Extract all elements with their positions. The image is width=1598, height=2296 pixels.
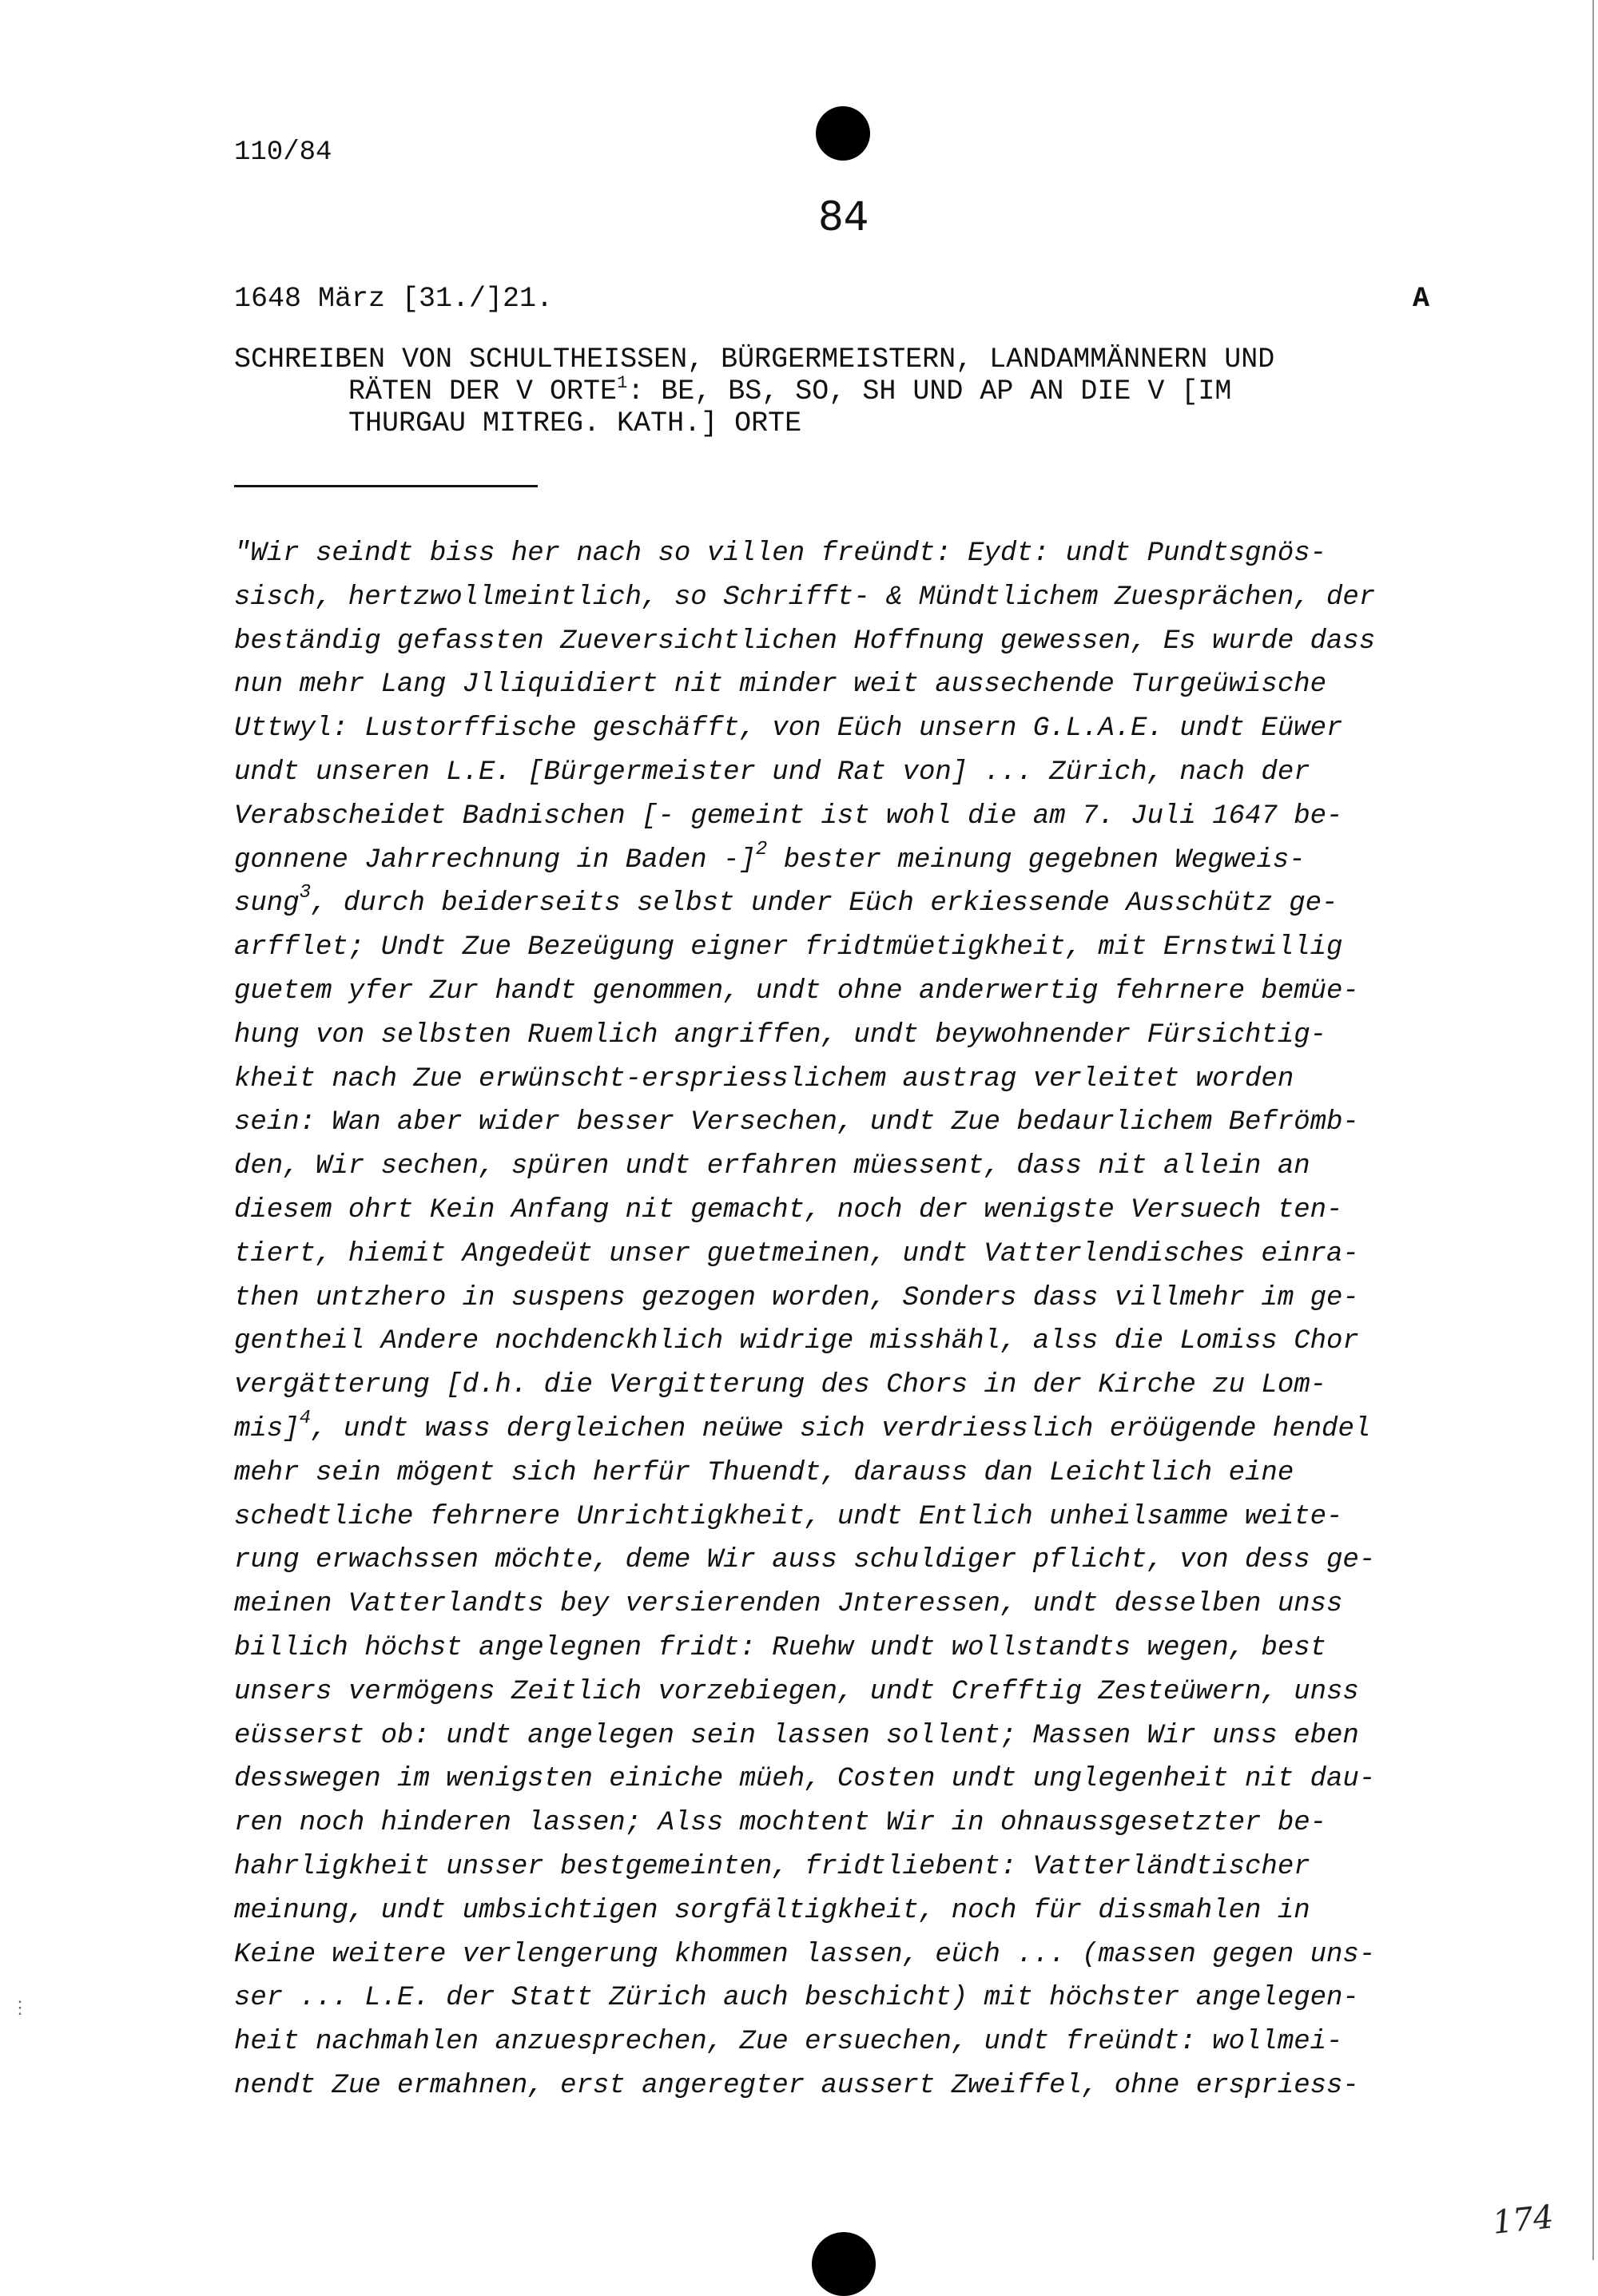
text-segment: mis]: [234, 1413, 300, 1444]
text-line: eüsserst ob: undt angelegen sein lassen sollent; Massen Wir unss eben: [234, 1720, 1359, 1751]
text-line: meinung, undt umbsichtigen sorgfältigkheit, noch für dissmahlen in: [234, 1895, 1310, 1926]
margin-dots: ⋮: [11, 1998, 29, 2018]
text-line: beständig gefassten Zueversichtlichen Hoffnung gewessen, Es wurde dass: [234, 626, 1376, 657]
punch-hole-bottom: [812, 2232, 876, 2296]
footnote-ref: 3: [299, 882, 312, 904]
text-line: Uttwyl: Lustorffische geschäfft, von Eüch unsern G.L.A.E. undt Eüwer: [234, 713, 1343, 745]
heading-line: [234, 375, 1473, 407]
text-line: gentheil Andere nochdenckhlich widrige misshähl, alss die Lomiss Chor: [234, 1326, 1359, 1357]
text-line: ser ... L.E. der Statt Zürich auch beschicht) mit höchster angelegen-: [234, 1983, 1359, 2014]
text-line: heit nachmahlen anzuesprechen, Zue ersuechen, undt freündt: wollmei-: [234, 2027, 1343, 2058]
document-heading: [234, 344, 1473, 439]
page-number: 84: [818, 193, 869, 240]
text-line: guetem yfer Zur handt genommen, undt ohne anderwertig fehrnere bemüe-: [234, 975, 1359, 1007]
document-date: 1648 März [31./]21.: [234, 283, 554, 315]
heading-text: RÄTEN DER V ORTE: [348, 375, 618, 407]
text-line: billich höchst angelegnen fridt: Ruehw undt wollstandts wegen, best: [234, 1632, 1327, 1663]
text-segment: bester meinung gegebnen Wegweis-: [767, 844, 1306, 876]
text-line: [234, 1408, 1481, 1452]
text-line: rung erwachssen möchte, deme Wir auss schuldiger pflicht, von dess ge-: [234, 1545, 1376, 1576]
punch-hole-top: [816, 106, 870, 161]
text-line: "Wir seindt biss her nach so villen freündt: Eydt: undt Pundtsgnös-: [234, 538, 1327, 569]
letter-body: [234, 532, 1481, 2108]
heading-line: SCHREIBEN VON SCHULTHEISSEN, BÜRGERMEISTERN, LANDAMMÄNNERN UND: [234, 344, 1275, 375]
text-line: sein: Wan aber wider besser Versechen, undt Zue bedaurlichem Befrömb-: [234, 1107, 1359, 1138]
text-line: diesem ohrt Kein Anfang nit gemacht, noch der wenigste Versuech ten-: [234, 1194, 1343, 1225]
text-line: hahrligkheit unsser bestgemeinten, fridtliebent: Vatterländtischer: [234, 1851, 1310, 1882]
text-line: arfflet; Undt Zue Bezeügung eigner fridtmüetigkheit, mit Ernstwillig: [234, 932, 1343, 963]
text-line: undt unseren L.E. [Bürgermeister und Rat von] ... Zürich, nach der: [234, 757, 1310, 788]
text-line: ren noch hinderen lassen; Alss mochtent Wir in ohnaussgesetzter be-: [234, 1808, 1327, 1839]
document-class-letter: A: [1413, 283, 1430, 315]
heading-line: THURGAU MITREG. KATH.] ORTE: [348, 407, 802, 439]
page-edge: [1592, 0, 1594, 2260]
heading-text: : BE, BS, SO, SH UND AP AN DIE V [IM: [627, 375, 1232, 407]
footnote-ref: 4: [299, 1407, 312, 1429]
text-line: [234, 839, 1481, 883]
text-line: meinen Vatterlandts bey versierenden Jnteressen, undt desselben unss: [234, 1589, 1343, 1620]
text-segment: , durch beiderseits selbst under Eüch erkiessende Ausschütz ge-: [311, 888, 1338, 920]
text-line: nendt Zue ermahnen, erst angeregter aussert Zweiffel, ohne erspriess-: [234, 2070, 1359, 2101]
file-reference: 110/84: [234, 137, 332, 168]
text-line: then untzhero in suspens gezogen worden, Sonders dass villmehr im ge-: [234, 1282, 1359, 1313]
text-line: den, Wir sechen, spüren undt erfahren müessent, dass nit allein an: [234, 1151, 1310, 1182]
footnote-ref: 2: [755, 838, 768, 860]
text-line: desswegen im wenigsten einiche müeh, Costen undt unglegenheit nit dau-: [234, 1764, 1376, 1795]
text-line: sisch, hertzwollmeintlich, so Schrifft- & Mündtlichem Zuesprächen, der: [234, 582, 1376, 613]
text-line: [234, 882, 1481, 926]
text-line: hung von selbsten Ruemlich angriffen, undt beywohnender Fürsichtig-: [234, 1019, 1327, 1051]
text-line: nun mehr Lang Jlliquidiert nit minder weit aussechende Turgeüwische: [234, 669, 1327, 701]
text-line: kheit nach Zue erwünscht-erspriesslichem austrag verleitet worden: [234, 1063, 1294, 1094]
text-line: Keine weitere verlengerung khommen lassen, eüch ... (massen gegen uns-: [234, 1939, 1376, 1970]
text-line: tiert, hiemit Angedeüt unser guetmeinen, undt Vatterlendisches einra-: [234, 1238, 1359, 1269]
text-line: Verabscheidet Badnischen [- gemeint ist wohl die am 7. Juli 1647 be-: [234, 800, 1343, 832]
text-segment: sung: [234, 888, 300, 920]
text-segment: , undt wass dergleichen neüwe sich verdriesslich eröügende hendel: [311, 1413, 1371, 1444]
text-segment: gonnene Jahrrechnung in Baden -]: [234, 844, 756, 876]
text-line: unsers vermögens Zeitlich vorzebiegen, undt Crefftig Zesteüwern, unss: [234, 1676, 1359, 1707]
archive-number: 174: [1490, 2199, 1556, 2242]
text-line: vergätterung [d.h. die Vergitterung des Chors in der Kirche zu Lom-: [234, 1370, 1327, 1401]
text-line: schedtliche fehrnere Unrichtigkheit, undt Entlich unheilsamme weite-: [234, 1501, 1343, 1532]
footnote-ref: 1: [617, 373, 628, 393]
heading-rule: [234, 485, 538, 487]
text-line: mehr sein mögent sich herfür Thuendt, darauss dan Leichtlich eine: [234, 1457, 1294, 1488]
